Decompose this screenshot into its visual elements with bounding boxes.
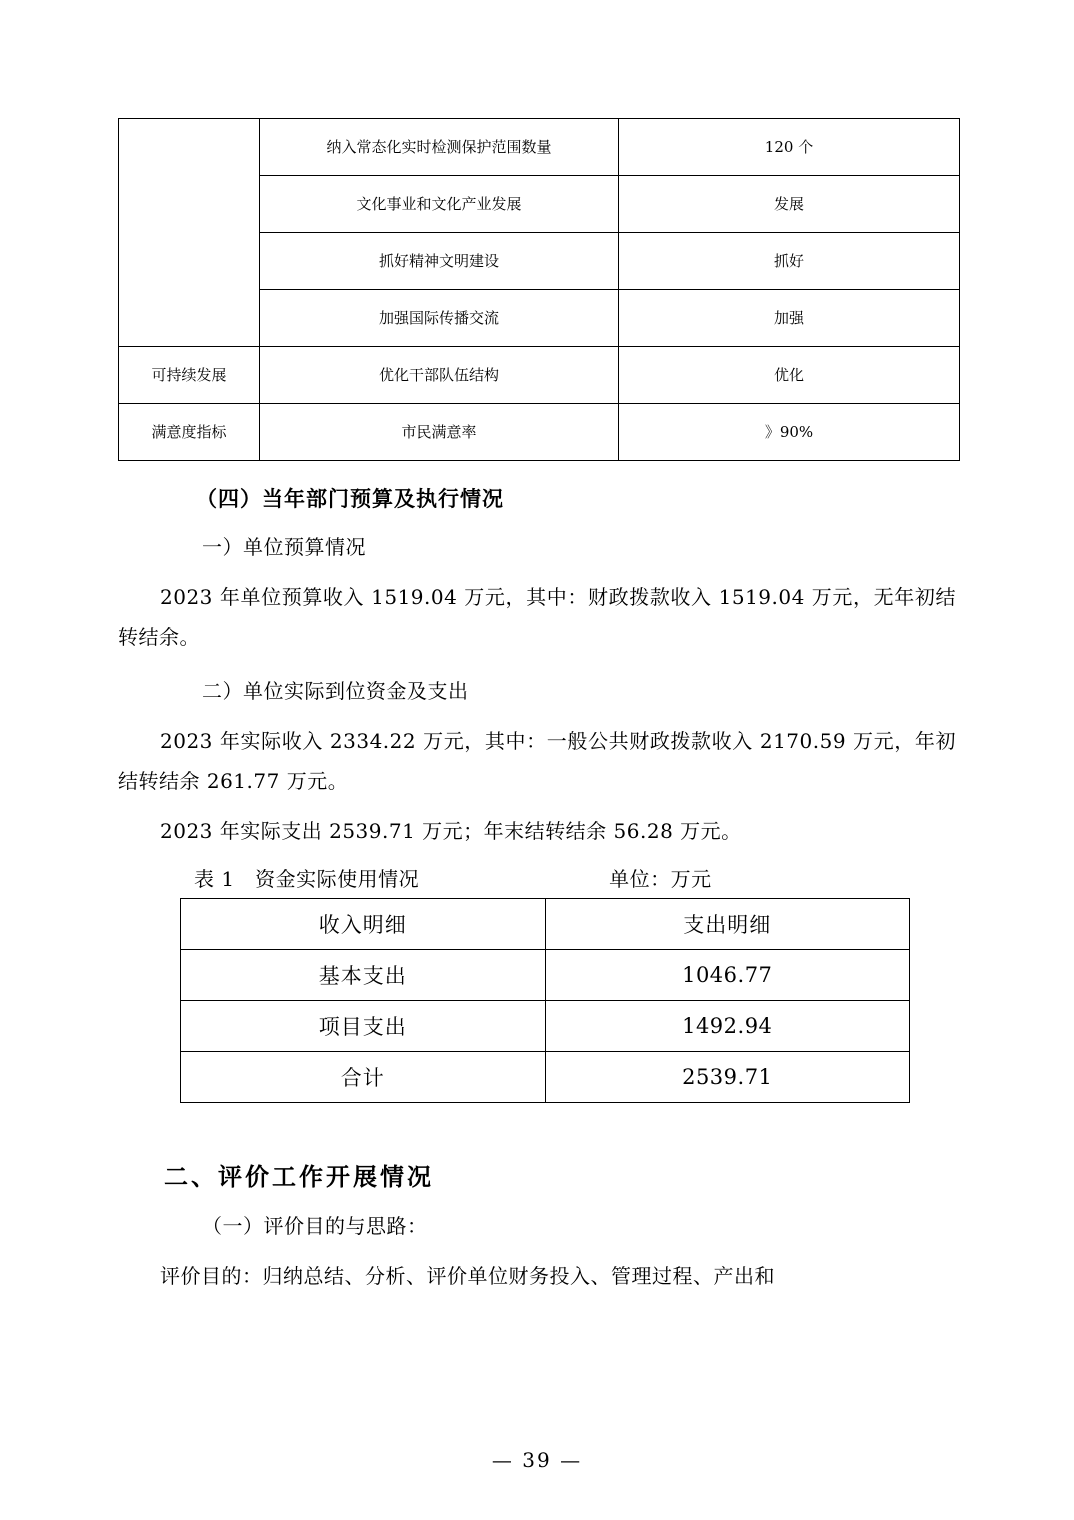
fund-table bbox=[180, 898, 910, 1103]
fund-header-expense: 支出明细 bbox=[545, 899, 910, 950]
indicator-value-cell: 》90% bbox=[619, 404, 960, 461]
indicator-name-cell: 优化干部队伍结构 bbox=[260, 347, 619, 404]
section-two-sub1: （一）评价目的与思路： bbox=[202, 1214, 428, 1238]
fund-row-value: 1492.94 bbox=[545, 1001, 910, 1052]
indicator-name-cell: 抓好精神文明建设 bbox=[260, 233, 619, 290]
table-row bbox=[119, 347, 960, 404]
indicator-name-cell: 文化事业和文化产业发展 bbox=[260, 176, 619, 233]
section-four-para1: 2023 年单位预算收入 1519.04 万元，其中：财政拨款收入 1519.04 万元，无年初结转结余。 bbox=[118, 585, 956, 649]
section-four-para3: 2023 年实际支出 2539.71 万元；年末结转结余 56.28 万元。 bbox=[160, 819, 742, 843]
section-two-para1: 评价目的：归纳总结、分析、评价单位财务投入、管理过程、产出和 bbox=[160, 1264, 775, 1288]
spacer bbox=[118, 1103, 956, 1157]
table-row bbox=[181, 950, 910, 1001]
indicator-value-cell: 优化 bbox=[619, 347, 960, 404]
table-header-row bbox=[181, 899, 910, 950]
indicator-value-cell: 加强 bbox=[619, 290, 960, 347]
table-row bbox=[119, 119, 960, 176]
indicator-value-cell: 120 个 bbox=[619, 119, 960, 176]
fund-row-label: 项目支出 bbox=[181, 1001, 546, 1052]
section-four-sub1: 一）单位预算情况 bbox=[202, 535, 366, 559]
fund-row-value: 1046.77 bbox=[545, 950, 910, 1001]
indicator-table bbox=[118, 118, 960, 461]
fund-table-caption-left: 表 1 资金实际使用情况 bbox=[194, 867, 420, 891]
page-number: — 39 — bbox=[491, 1448, 583, 1472]
section-two-heading: 二、评价工作开展情况 bbox=[164, 1162, 434, 1191]
indicator-name-cell: 市民满意率 bbox=[260, 404, 619, 461]
fund-row-value: 2539.71 bbox=[545, 1052, 910, 1103]
table-row bbox=[181, 1052, 910, 1103]
table-row bbox=[119, 404, 960, 461]
table-row bbox=[181, 1001, 910, 1052]
fund-row-label: 合计 bbox=[181, 1052, 546, 1103]
indicator-category-cell bbox=[119, 119, 260, 347]
section-four-heading: （四）当年部门预算及执行情况 bbox=[196, 486, 504, 511]
indicator-value-cell: 抓好 bbox=[619, 233, 960, 290]
indicator-value-cell: 发展 bbox=[619, 176, 960, 233]
indicator-category-cell: 可持续发展 bbox=[119, 347, 260, 404]
fund-row-label: 基本支出 bbox=[181, 950, 546, 1001]
fund-header-income: 收入明细 bbox=[181, 899, 546, 950]
indicator-name-cell: 纳入常态化实时检测保护范围数量 bbox=[260, 119, 619, 176]
section-four-para2: 2023 年实际收入 2334.22 万元，其中：一般公共财政拨款收入 2170.59 万元，年初结转结余 261.77 万元。 bbox=[118, 729, 956, 793]
fund-table-caption-right: 单位：万元 bbox=[609, 867, 712, 891]
indicator-name-cell: 加强国际传播交流 bbox=[260, 290, 619, 347]
fund-table-caption bbox=[118, 863, 956, 892]
indicator-category-cell: 满意度指标 bbox=[119, 404, 260, 461]
section-four-sub2: 二）单位实际到位资金及支出 bbox=[202, 679, 469, 703]
